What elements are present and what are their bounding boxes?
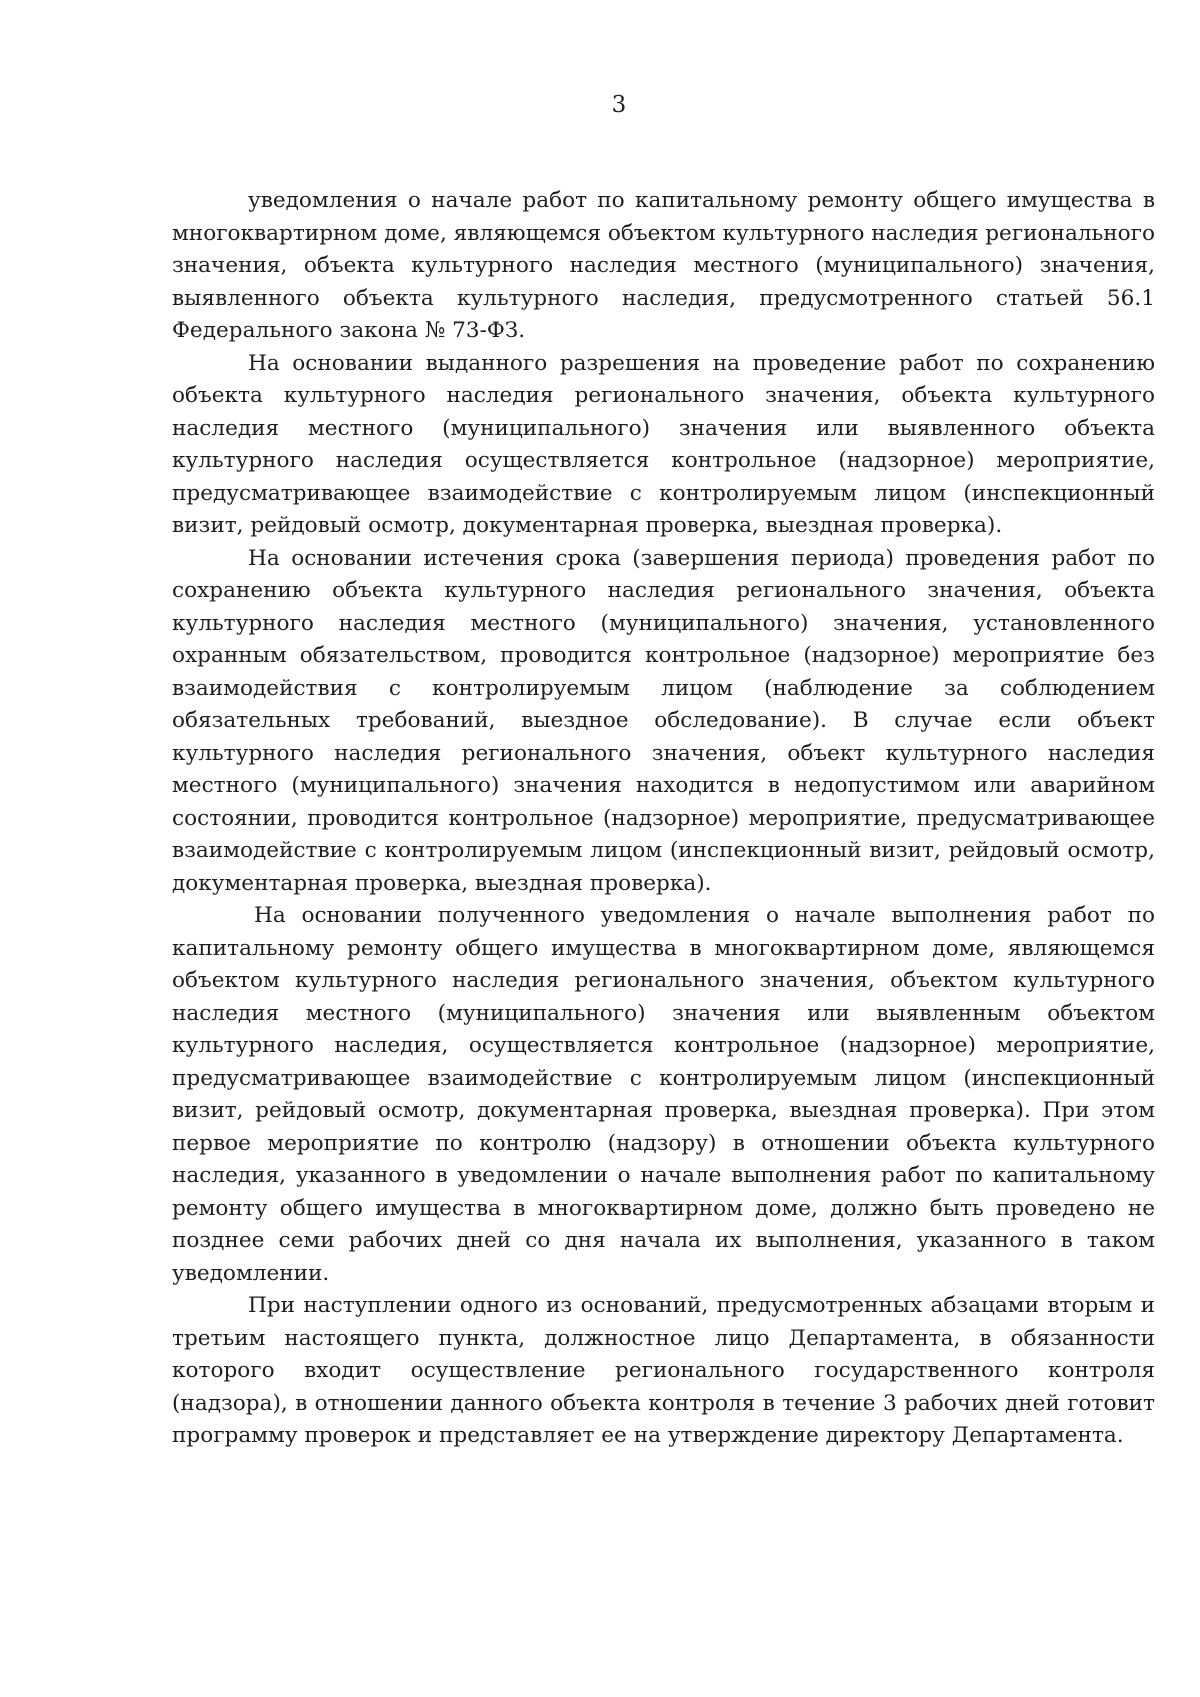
paragraph-permit-basis: На основании выданного разрешения на проведение работ по сохранению объекта культурного наследия регионального значения, объекта культурного наследия местного (муниципального) значения или выявленного объекта культурного наследия осуществляется контрольное (надзорное) мероприятие, предусматривающее взаимодействие с контролируемым лицом (инспекционный визит, рейдовый осмотр, документарная проверка, выездная проверка). <box>172 350 1155 538</box>
page-number: 3 <box>611 92 627 118</box>
paragraph-inspection-program: При наступлении одного из оснований, предусмотренных абзацами вторым и третьим настоящего пункта, должностное лицо Департамента, в обязанности которого входит осуществление регионального государственного контроля (надзора), в отношении данного объекта контроля в течение 3 рабочих дней готовит программу проверок и представляет ее на утверждение директору Департамента. <box>172 1293 1155 1448</box>
paragraph-notification-continuation: уведомления о начале работ по капитальному ремонту общего имущества в многоквартирном доме, являющемся объектом культурного наследия регионального значения, объекта культурного наследия местного (муниципального) значения, выявленного объекта культурного наследия, предусмотренного статьей 56.1 Федерального закона № 73-ФЗ. <box>172 188 1155 343</box>
paragraph-deadline-basis: На основании истечения срока (завершения периода) проведения работ по сохранению объекта культурного наследия регионального значения, объекта культурного наследия местного (муниципального) значения, установленного охранным обязательством, проводится контрольное (надзорное) мероприятие без взаимодействия с контролируемым лицом (наблюдение за соблюдением обязательных требований, выездное обследование). В случае если объект культурного наследия регионального значения, объект культурного наследия местного (муниципального) значения находится в недопустимом или аварийном состоянии, проводится контрольное (надзорное) мероприятие, предусматривающее взаимодействие с контролируемым лицом (инспекционный визит, рейдовый осмотр, документарная проверка, выездная проверка). <box>172 545 1155 896</box>
paragraph-notification-basis: На основании полученного уведомления о начале выполнения работ по капитальному ремонту общего имущества в многоквартирном доме, являющемся объектом культурного наследия регионального значения, объектом культурного наследия местного (муниципального) значения или выявленным объектом культурного наследия, осуществляется контрольное (надзорное) мероприятие, предусматривающее взаимодействие с контролируемым лицом (инспекционный визит, рейдовый осмотр, документарная проверка, выездная проверка). При этом первое мероприятие по контролю (надзору) в отношении объекта культурного наследия, указанного в уведомлении о начале выполнения работ по капитальному ремонту общего имущества в многоквартирном доме, должно быть проведено не позднее семи рабочих дней со дня начала их выполнения, указанного в таком уведомлении. <box>172 903 1155 1286</box>
document-body <box>172 185 1155 1453</box>
